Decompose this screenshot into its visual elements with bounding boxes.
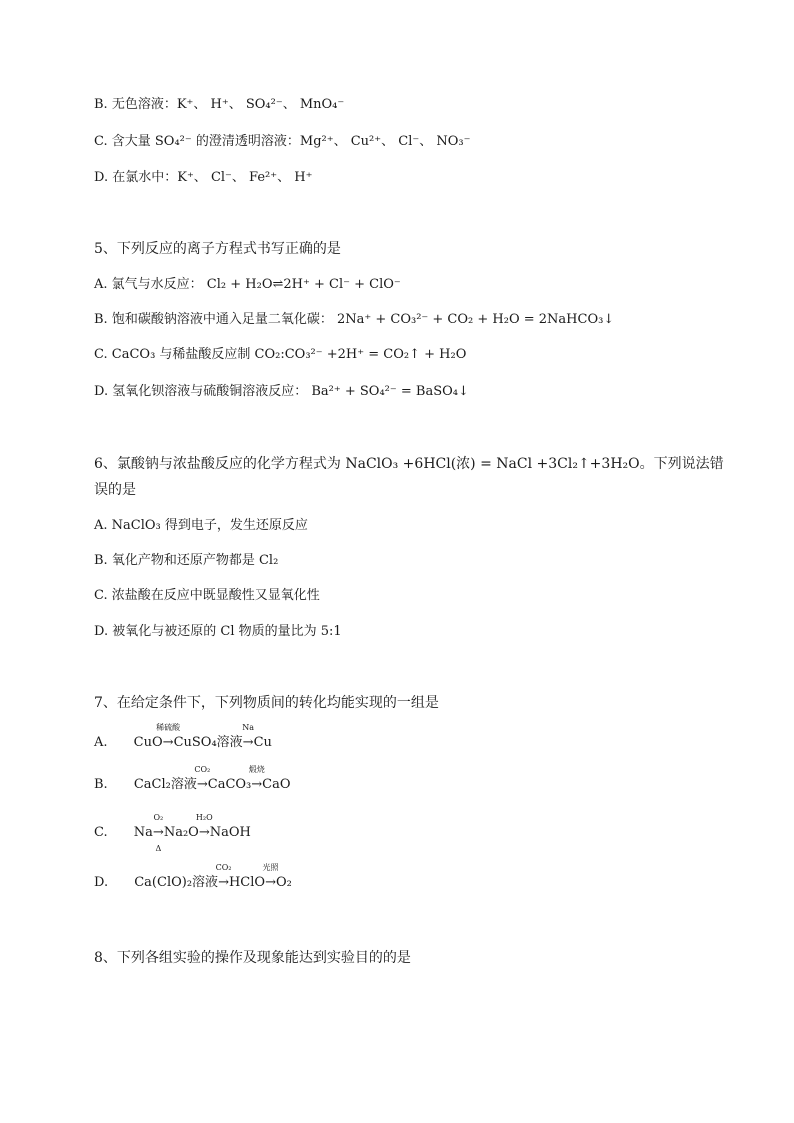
q7-stem: 7、在给定条件下，下列物质间的转化均能实现的一组是 xyxy=(94,695,439,711)
option-letter: C. xyxy=(94,134,108,149)
q6-stem-line1: 6、氯酸钠与浓盐酸反应的化学方程式为 NaClO₃ +6HCl(浓) = NaCl +3Cl₂↑+3H₂O。下列说法错 xyxy=(94,456,724,472)
option-text: 含大量 SO₄²⁻ 的澄清透明溶液：Mg²⁺、 Cu²⁺、 Cl⁻、 NO₃⁻ xyxy=(111,134,471,149)
option-letter: D. xyxy=(94,875,109,890)
q7-option-d xyxy=(94,863,292,892)
reaction-arrow: 光照 → xyxy=(262,863,279,890)
option-text: NaClO₃ 得到电子，发生还原反应 xyxy=(111,518,308,533)
substance: CuO xyxy=(133,735,163,750)
q5-option-c xyxy=(94,346,466,364)
condition-label: O₂ xyxy=(153,813,164,822)
substance: Na₂O xyxy=(163,825,199,840)
option-letter: D. xyxy=(94,624,109,639)
q5-stem: 5、下列反应的离子方程式书写正确的是 xyxy=(94,241,341,257)
reaction-arrow: CO₂ → xyxy=(215,863,232,890)
substance: CaCO₃ xyxy=(207,777,252,792)
q6-option-b xyxy=(94,552,278,570)
option-letter: C. xyxy=(94,825,108,840)
option-c-prev xyxy=(94,133,470,151)
condition-label: 光照 xyxy=(262,863,279,872)
substance: Ca(ClO)₂溶液 xyxy=(134,875,219,890)
substance: CaO xyxy=(262,777,291,792)
q6-option-a xyxy=(94,517,308,535)
q8-stem: 8、下列各组实验的操作及现象能达到实验目的的是 xyxy=(94,950,411,966)
option-letter: C. xyxy=(94,347,108,362)
condition-label: 煅烧 xyxy=(248,765,265,774)
option-letter: A. xyxy=(94,735,108,750)
option-text: 被氧化与被还原的 Cl 物质的量比为 5:1 xyxy=(112,624,342,639)
option-text: 浓盐酸在反应中既显酸性又显氧化性 xyxy=(111,588,320,603)
condition-label: 稀硫酸 xyxy=(156,723,181,732)
reaction-arrow: 煅烧 → xyxy=(248,765,265,792)
option-text: 在氯水中：K⁺、 Cl⁻、 Fe²⁺、 H⁺ xyxy=(112,170,313,185)
option-letter: A. xyxy=(94,518,108,533)
option-letter: A. xyxy=(94,277,108,292)
substance: NaOH xyxy=(209,825,251,840)
q7-option-a xyxy=(94,723,272,752)
option-text: 氯气与水反应： Cl₂ + H₂O⇌2H⁺ + Cl⁻ + ClO⁻ xyxy=(111,277,401,292)
option-letter: D. xyxy=(94,384,109,399)
condition-label: H₂O xyxy=(195,813,213,822)
option-text: CaCO₃ 与稀盐酸反应制 CO₂:CO₃²⁻ +2H⁺ = CO₂↑ + H₂O xyxy=(111,347,467,362)
option-letter: B. xyxy=(94,312,108,327)
q5-option-d xyxy=(94,383,469,401)
substance: O₂ xyxy=(275,875,292,890)
q6-option-d xyxy=(94,623,342,641)
condition-label: CO₂ xyxy=(215,863,232,872)
option-text: 饱和碳酸钠溶液中通入足量二氧化碳： 2Na⁺ + CO₃²⁻ + CO₂ + H₂O = 2NaHCO₃↓ xyxy=(111,312,615,327)
q6-option-c xyxy=(94,587,320,605)
q7-option-b xyxy=(94,765,291,794)
q6-stem-line2: 误的是 xyxy=(94,482,136,498)
q5-option-b xyxy=(94,311,614,329)
option-letter: B. xyxy=(94,553,108,568)
reaction-arrow: Na → xyxy=(242,723,255,750)
q5-option-a xyxy=(94,276,401,294)
option-letter: C. xyxy=(94,588,108,603)
option-text: 氧化产物和还原产物都是 Cl₂ xyxy=(111,553,279,568)
reaction-arrow: O₂ → Δ xyxy=(152,813,164,853)
substance: CuSO₄溶液 xyxy=(173,735,243,750)
reaction-arrow: CO₂ → xyxy=(194,765,211,792)
q7-option-c xyxy=(94,813,251,853)
option-letter: B. xyxy=(94,97,108,112)
option-text: 氢氧化钡溶液与硫酸铜溶液反应： Ba²⁺ + SO₄²⁻ = BaSO₄↓ xyxy=(112,384,469,399)
condition-label: CO₂ xyxy=(194,765,211,774)
option-text: 无色溶液：K⁺、 H⁺、 SO₄²⁻、 MnO₄⁻ xyxy=(111,97,345,112)
substance: Na xyxy=(133,825,153,840)
reaction-arrow: 稀硫酸 → xyxy=(156,723,181,750)
substance: CaCl₂溶液 xyxy=(133,777,197,792)
option-letter: D. xyxy=(94,170,109,185)
substance: HClO xyxy=(228,875,266,890)
reaction-arrow: H₂O → xyxy=(195,813,213,840)
option-b-prev xyxy=(94,96,344,114)
condition-label: Δ xyxy=(155,844,162,853)
substance: Cu xyxy=(253,735,272,750)
option-d-prev xyxy=(94,169,312,187)
option-letter: B. xyxy=(94,777,108,792)
condition-label: Na xyxy=(242,723,255,732)
